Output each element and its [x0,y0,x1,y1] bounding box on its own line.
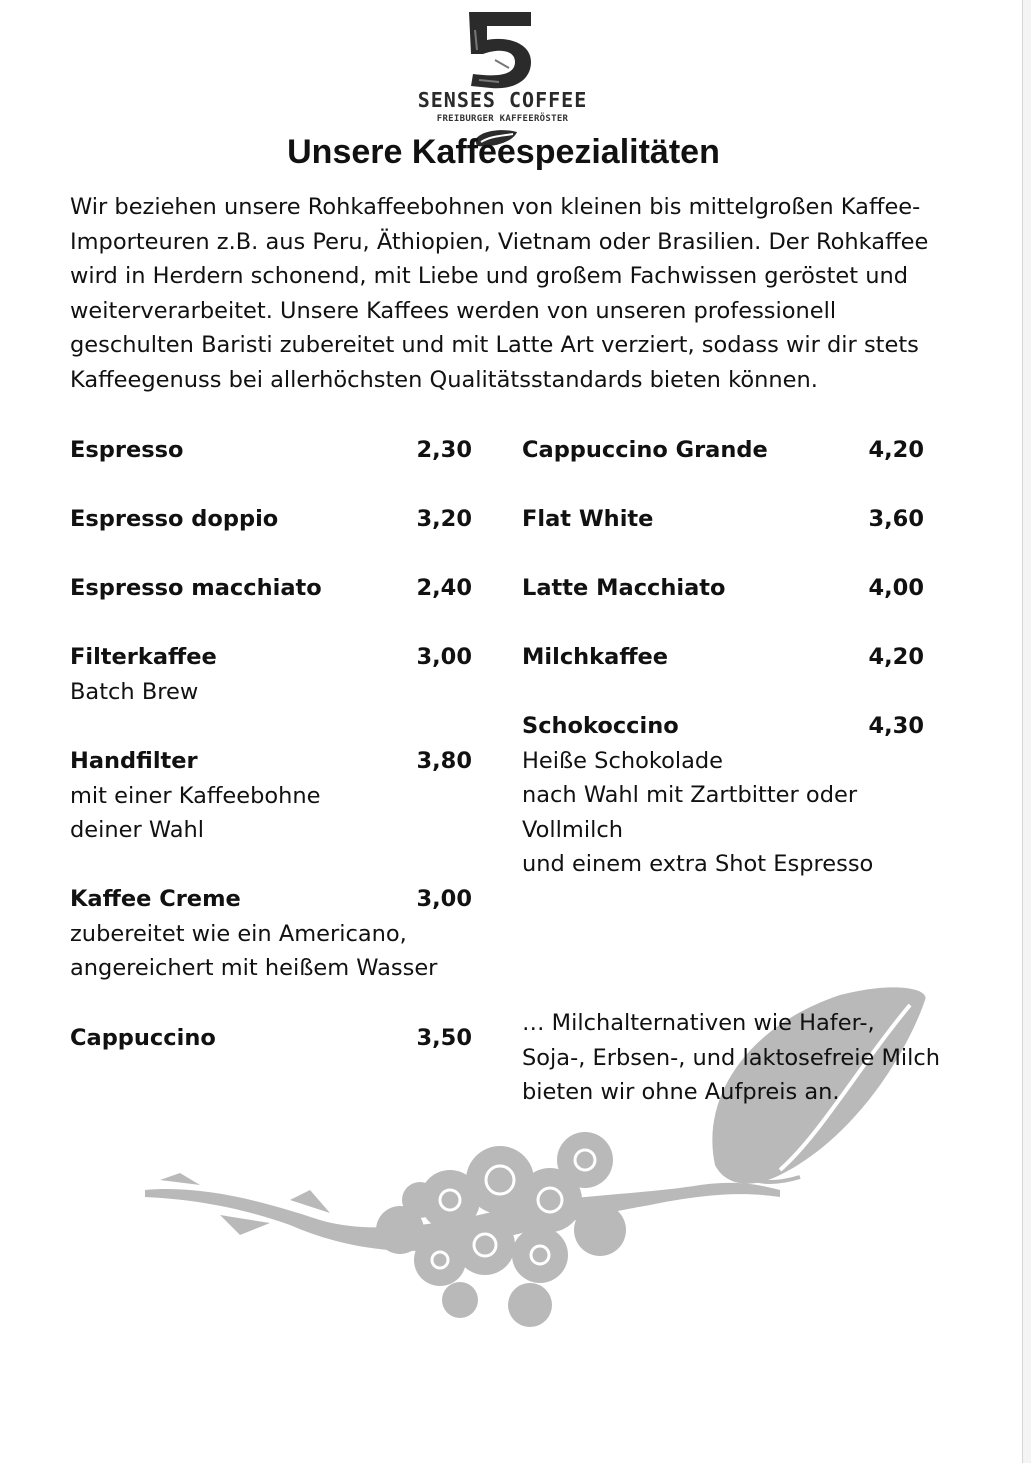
menu-item-name: Handfilter [70,748,198,774]
logo-five-mark-icon [465,10,535,90]
intro-line: Importeuren z.B. aus Peru, Äthiopien, Vietnam oder Brasilien. Der Rohkaffee [70,228,929,255]
menu-item-price: 3,20 [416,506,472,532]
brand-logo [405,10,600,140]
intro-line: weiterverarbeitet. Unsere Kaffees werden von unseren professionell [70,297,837,324]
intro-paragraph [70,190,950,398]
description-line: Vollmilch [522,816,623,843]
note-line: Soja-, Erbsen-, und laktosefreie Milch [522,1044,940,1071]
description-line: Batch Brew [70,678,199,705]
page-title: Unsere Kaffeespezialitäten [287,133,720,171]
description-line: nach Wahl mit Zartbitter oder [522,782,858,809]
intro-line: Kaffeegenuss bei allerhöchsten Qualitätsstandards bieten können. [70,366,818,393]
menu-item-price: 3,50 [416,1025,472,1051]
menu-item-name: Espresso [70,437,184,463]
description-line: mit einer Kaffeebohne [70,782,321,809]
description-line: und einem extra Shot Espresso [522,851,874,878]
menu-item-name: Cappuccino [70,1025,216,1051]
menu-item-price: 3,80 [416,748,472,774]
menu-item-price: 4,20 [868,437,924,463]
menu-item-price: 4,30 [868,713,924,739]
menu-item-name: Kaffee Creme [70,886,241,912]
menu-item-name: Milchkaffee [522,644,669,670]
menu-item-description [522,744,873,882]
description-line: angereichert mit heißem Wasser [70,955,438,982]
page-edge [1022,0,1031,1463]
milk-alternatives-note [522,1006,940,1110]
menu-item-name: Espresso doppio [70,506,279,532]
menu-item-description [70,917,437,986]
note-line: bieten wir ohne Aufpreis an. [522,1079,840,1106]
menu-item-name: Flat White [522,506,654,532]
intro-line: wird in Herdern schonend, mit Liebe und großem Fachwissen geröstet und [70,263,909,290]
intro-line: geschulten Baristi zubereitet und mit Latte Art verziert, sodass wir dir stets [70,332,919,359]
description-line: deiner Wahl [70,817,204,844]
menu-item-price: 3,00 [416,644,472,670]
menu-item-name: Espresso macchiato [70,575,322,601]
menu-item-name: Latte Macchiato [522,575,726,601]
logo-subtitle: FREIBURGER KAFFEERÖSTER [436,114,569,124]
menu-item-description [70,779,321,848]
menu-item-name: Filterkaffee [70,644,217,670]
menu-item-price: 4,00 [868,575,924,601]
menu-item-name: Cappuccino Grande [522,437,768,463]
logo-brand-text: SENSES COFFEE [417,88,588,112]
menu-item-description [70,675,198,710]
description-line: Heiße Schokolade [522,747,724,774]
menu-item-price: 4,20 [868,644,924,670]
menu-item-name: Schokoccino [522,713,679,739]
menu-item-price: 3,60 [868,506,924,532]
menu-item-price: 2,40 [416,575,472,601]
menu-item-price: 3,00 [416,886,472,912]
note-line: … Milchalternativen wie Hafer-, [522,1010,875,1036]
description-line: zubereitet wie ein Americano, [70,920,407,947]
menu-item-price: 2,30 [416,437,472,463]
intro-line: Wir beziehen unsere Rohkaffeebohnen von kleinen bis mittelgroßen Kaffee- [70,194,921,220]
